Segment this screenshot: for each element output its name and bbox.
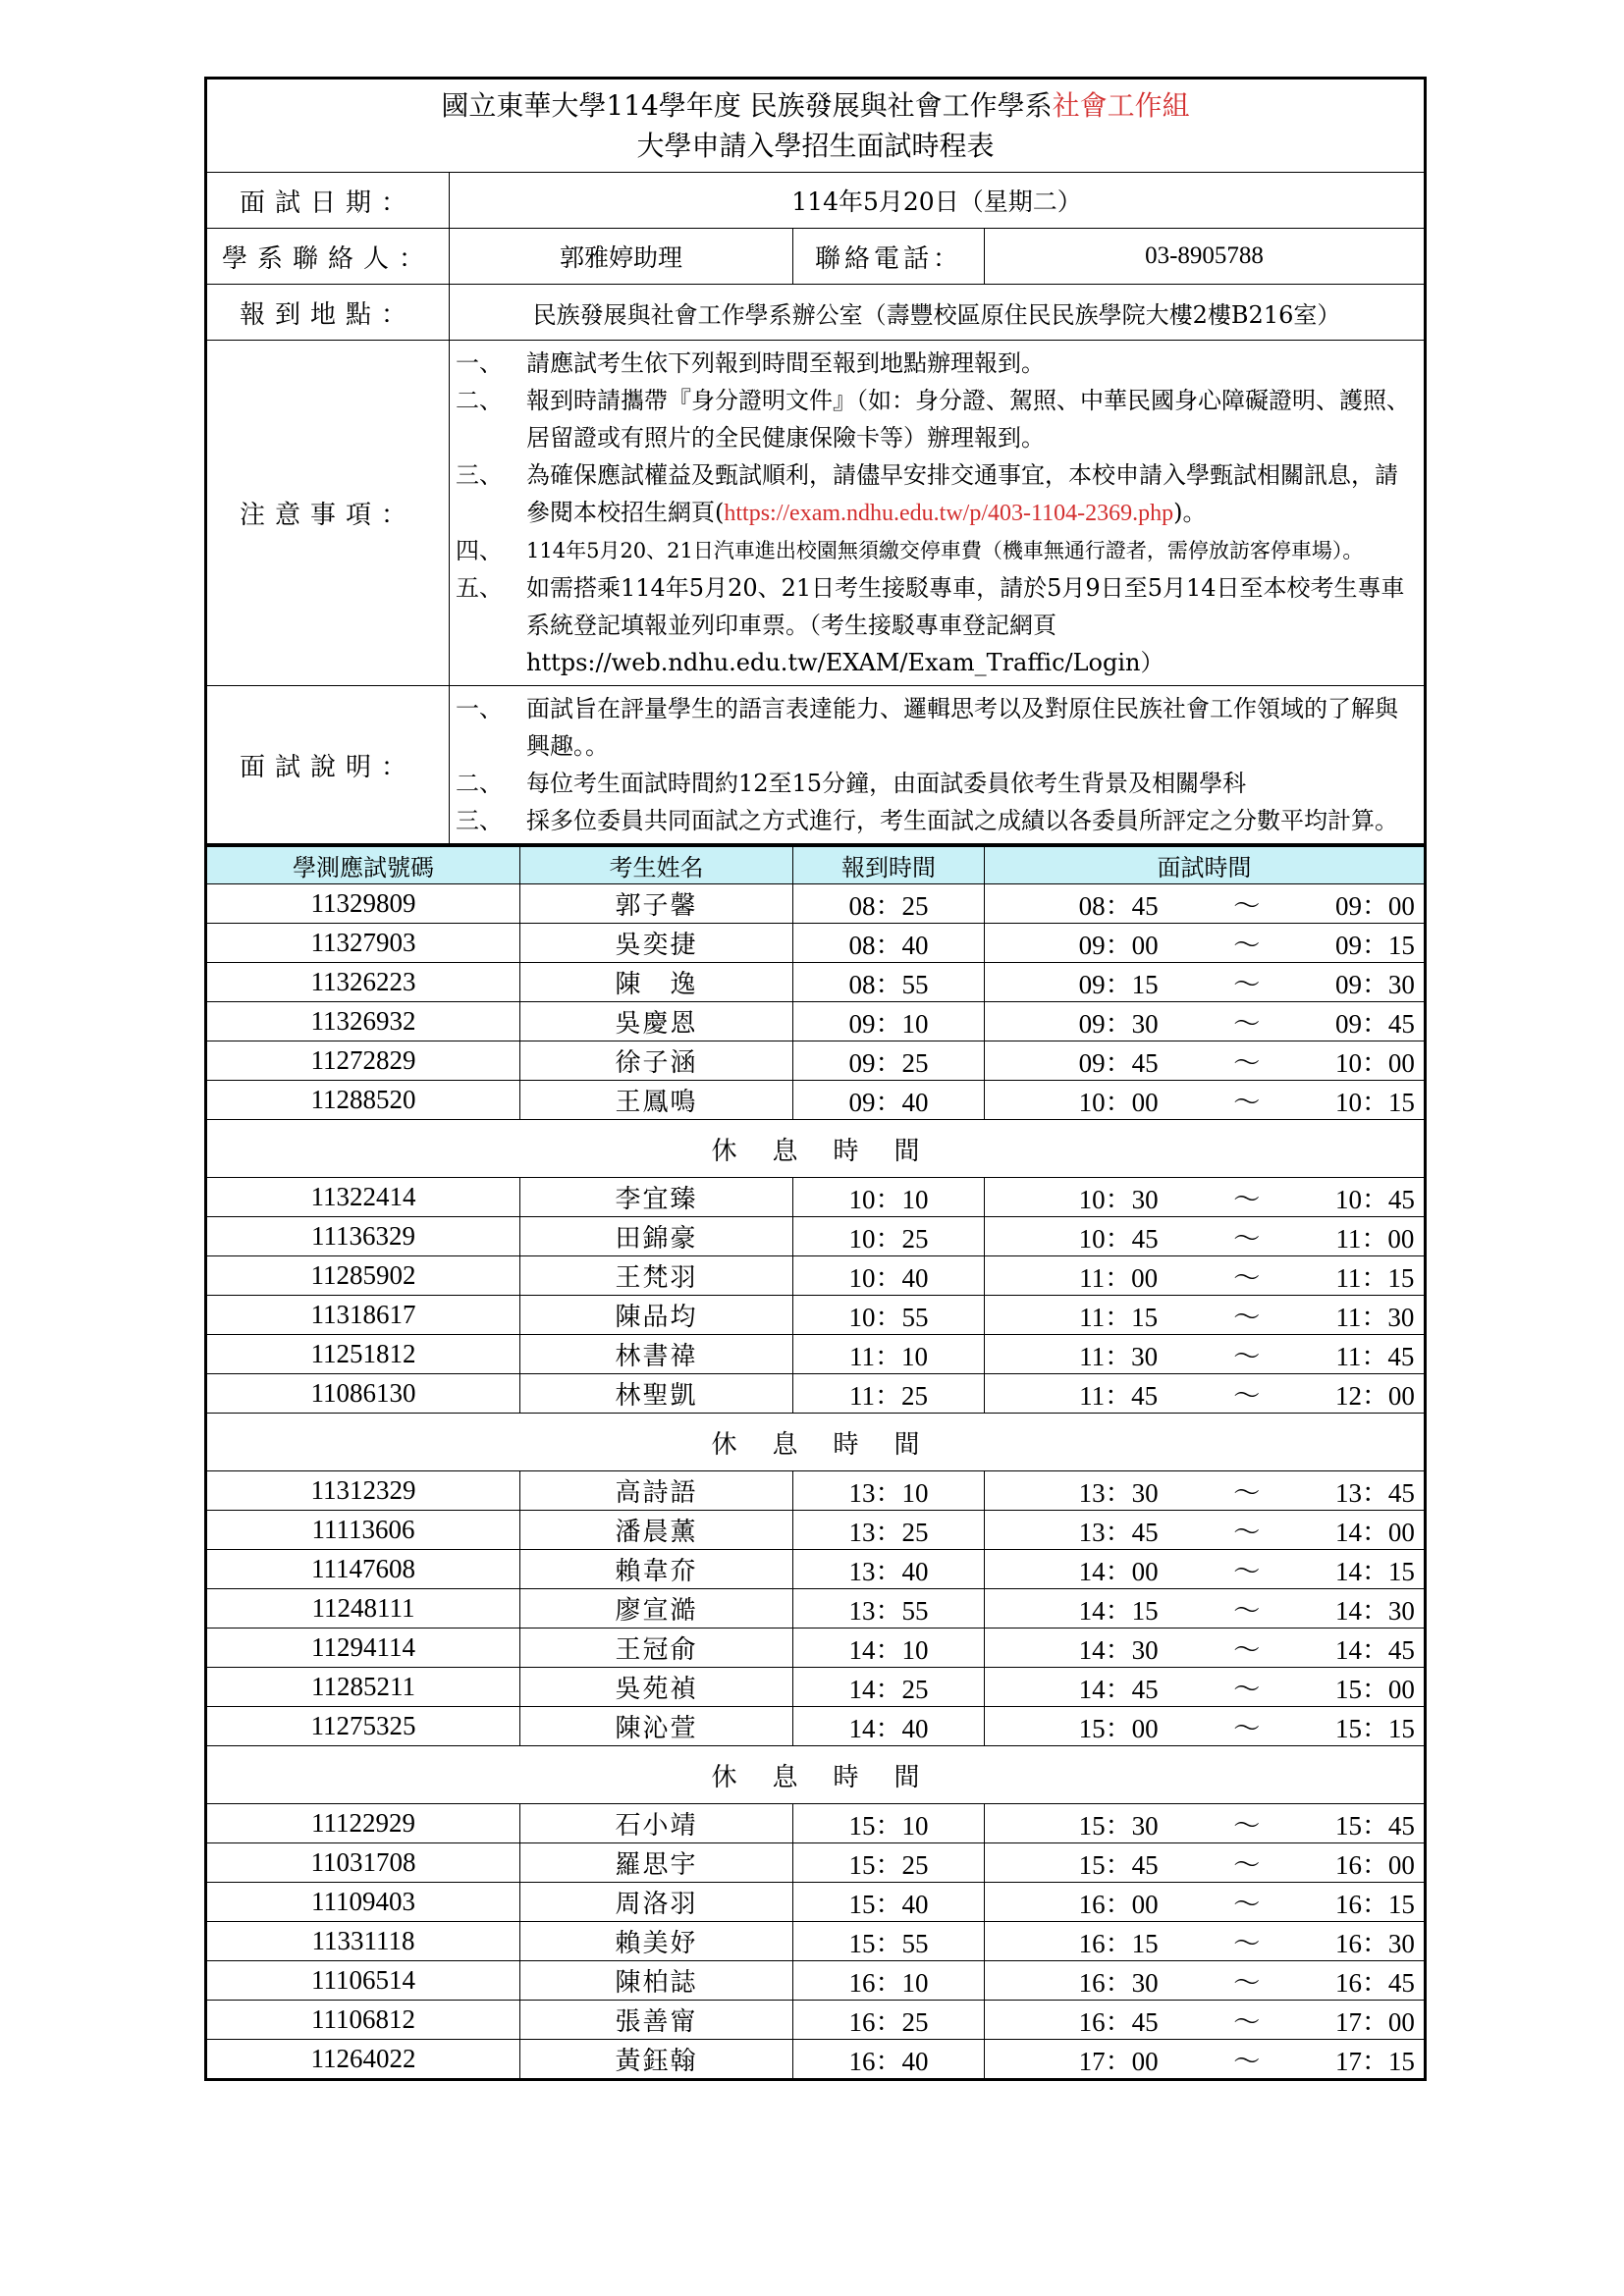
student-name: 羅思宇 [520, 1843, 793, 1883]
checkin-time: 09：40 [793, 1081, 985, 1120]
interview-end: 11：45 [1335, 1342, 1415, 1371]
exam-number: 11312329 [206, 1471, 520, 1511]
student-name: 賴美妤 [520, 1922, 793, 1961]
interview-start: 13：45 [1078, 1518, 1159, 1547]
interview-start: 16：15 [1078, 1929, 1159, 1958]
interview-end: 16：30 [1334, 1929, 1415, 1958]
exam-number: 11147608 [206, 1550, 520, 1589]
student-name: 王梵羽 [520, 1256, 793, 1296]
exam-number: 11285211 [206, 1668, 520, 1707]
break-label: 休息時間 [206, 1414, 1426, 1471]
exam-number: 11248111 [206, 1589, 520, 1629]
interview-time [985, 1883, 1426, 1922]
interview-time [985, 2001, 1426, 2040]
schedule-row [206, 884, 1426, 924]
exam-number: 11122929 [206, 1804, 520, 1843]
tilde-separator: ～ [1233, 1968, 1261, 1998]
location-row [206, 285, 1426, 341]
header-checkin-time: 報到時間 [793, 847, 985, 884]
interview-time [985, 1707, 1426, 1746]
schedule-row [206, 1002, 1426, 1041]
interview-time [985, 1178, 1426, 1217]
checkin-time: 10：40 [793, 1256, 985, 1296]
interview-end: 14：30 [1334, 1596, 1415, 1626]
notes-content [450, 341, 1426, 686]
interview-content [450, 686, 1426, 845]
interview-start: 13：30 [1078, 1478, 1159, 1508]
checkin-time: 09：10 [793, 1002, 985, 1041]
interview-start: 15：00 [1078, 1714, 1159, 1743]
student-name: 廖宣澔 [520, 1589, 793, 1629]
interview-start: 15：30 [1078, 1811, 1159, 1841]
checkin-time: 16：40 [793, 2040, 985, 2080]
document-title [206, 79, 1426, 173]
schedule-row [206, 1550, 1426, 1589]
exam-number: 11106812 [206, 2001, 520, 2040]
interview-note: 一、 面試旨在評量學生的語言表達能力、邏輯思考以及對原住民族社會工作領域的了解與興趣。。 [456, 695, 1398, 760]
schedule-row [206, 1178, 1426, 1217]
break-label: 休息時間 [206, 1746, 1426, 1804]
interview-time [985, 1041, 1426, 1081]
exam-number: 11288520 [206, 1081, 520, 1120]
interview-note: 二、 每位考生面試時間約12至15分鐘，由面試委員依考生背景及相關學科 [456, 770, 1247, 797]
tilde-separator: ～ [1233, 1009, 1261, 1039]
exam-number: 11331118 [206, 1922, 520, 1961]
interview-time [985, 1471, 1426, 1511]
interview-time [985, 924, 1426, 963]
exam-number: 11294114 [206, 1629, 520, 1668]
checkin-time: 08：55 [793, 963, 985, 1002]
student-name: 張善甯 [520, 2001, 793, 2040]
interview-end: 09：15 [1334, 931, 1415, 960]
checkin-time: 08：25 [793, 884, 985, 924]
student-name: 周洛羽 [520, 1883, 793, 1922]
interview-time [985, 1374, 1426, 1414]
interview-end: 10：45 [1334, 1185, 1415, 1214]
tilde-separator: ～ [1233, 1342, 1261, 1371]
interview-start: 11：15 [1079, 1303, 1159, 1332]
break-row [206, 1746, 1426, 1804]
exam-number: 11327903 [206, 924, 520, 963]
schedule-row [206, 1961, 1426, 2001]
schedule-row [206, 1707, 1426, 1746]
interview-end: 10：00 [1334, 1048, 1415, 1078]
interview-time [985, 1961, 1426, 2001]
student-name: 陳柏誌 [520, 1961, 793, 2001]
tilde-separator: ～ [1233, 1088, 1261, 1117]
interview-time [985, 1589, 1426, 1629]
exam-number: 11251812 [206, 1335, 520, 1374]
checkin-time: 14：25 [793, 1668, 985, 1707]
interview-end: 16：15 [1334, 1890, 1415, 1919]
admission-website-link[interactable]: https://exam.ndhu.edu.tw/p/403-1104-2369.php [724, 501, 1174, 526]
interview-end: 17：15 [1334, 2047, 1415, 2076]
interview-start: 14：45 [1078, 1675, 1159, 1704]
interview-start: 10：00 [1078, 1088, 1159, 1117]
schedule-header-row [206, 847, 1426, 884]
note-item: 二、 報到時請攜帶『身分證明文件』（如：身分證、駕照、中華民國身心障礙證明、護照、居留證或有照片的全民健康保險卡等）辦理報到。 [456, 387, 1410, 452]
schedule-row [206, 1335, 1426, 1374]
exam-number: 11322414 [206, 1178, 520, 1217]
interview-time [985, 1668, 1426, 1707]
header-table [204, 77, 1427, 846]
interview-start: 14：15 [1078, 1596, 1159, 1626]
interview-start: 10：30 [1078, 1185, 1159, 1214]
interview-row [206, 686, 1426, 845]
interview-start: 09：45 [1078, 1048, 1159, 1078]
checkin-time: 13：55 [793, 1589, 985, 1629]
interview-end: 15：00 [1334, 1675, 1415, 1704]
student-name: 王冠俞 [520, 1629, 793, 1668]
student-name: 李宜臻 [520, 1178, 793, 1217]
schedule-row [206, 1804, 1426, 1843]
note-item: 四、 114年5月20、21日汽車進出校園無須繳交停車費（機車無通行證者，需停放訪客停車場）。 [456, 537, 1364, 564]
interview-start: 09：15 [1078, 970, 1159, 999]
schedule-row [206, 1511, 1426, 1550]
checkin-time: 10：10 [793, 1178, 985, 1217]
interview-end: 11：30 [1335, 1303, 1415, 1332]
interview-time [985, 1296, 1426, 1335]
student-name: 石小靖 [520, 1804, 793, 1843]
phone-label: 聯絡電話： [793, 229, 985, 285]
checkin-time: 08：40 [793, 924, 985, 963]
header-student-name: 考生姓名 [520, 847, 793, 884]
interview-start: 10：45 [1078, 1224, 1159, 1254]
note-item: 一、 請應試考生依下列報到時間至報到地點辦理報到。 [456, 349, 1045, 377]
checkin-time: 11：25 [793, 1374, 985, 1414]
phone-value: 03-8905788 [985, 229, 1426, 285]
interview-end: 17：00 [1334, 2007, 1415, 2037]
tilde-separator: ～ [1233, 1675, 1261, 1704]
interview-time [985, 2040, 1426, 2080]
student-name: 陳 逸 [520, 963, 793, 1002]
tilde-separator: ～ [1233, 1596, 1261, 1626]
tilde-separator: ～ [1233, 1048, 1261, 1078]
interview-end: 09：00 [1334, 891, 1415, 921]
interview-end: 16：00 [1334, 1850, 1415, 1880]
tilde-separator: ～ [1233, 1478, 1261, 1508]
tilde-separator: ～ [1233, 1635, 1261, 1665]
checkin-time: 15：40 [793, 1883, 985, 1922]
interview-time [985, 1629, 1426, 1668]
date-label: 面試日期： [206, 173, 450, 229]
schedule-row [206, 1589, 1426, 1629]
interview-note: 三、 採多位委員共同面試之方式進行，考生面試之成績以各委員所評定之分數平均計算。 [456, 807, 1398, 834]
student-name: 吳奕捷 [520, 924, 793, 963]
student-name: 林聖凱 [520, 1374, 793, 1414]
schedule-row [206, 1471, 1426, 1511]
interview-time [985, 1922, 1426, 1961]
interview-time [985, 1511, 1426, 1550]
tilde-separator: ～ [1233, 891, 1261, 921]
checkin-time: 10：25 [793, 1217, 985, 1256]
interview-end: 09：45 [1334, 1009, 1415, 1039]
interview-end: 12：00 [1334, 1381, 1415, 1411]
schedule-row [206, 1883, 1426, 1922]
break-row [206, 1414, 1426, 1471]
schedule-row [206, 1081, 1426, 1120]
interview-start: 11：30 [1079, 1342, 1159, 1371]
interview-start: 17：00 [1078, 2047, 1159, 2076]
tilde-separator: ～ [1233, 1557, 1261, 1586]
contact-label: 學系聯絡人： [206, 229, 450, 285]
exam-number: 11272829 [206, 1041, 520, 1081]
checkin-time: 13：25 [793, 1511, 985, 1550]
tilde-separator: ～ [1233, 931, 1261, 960]
note-item: 三、 為確保應試權益及甄試順利，請儘早安排交通事宜，本校申請入學甄試相關訊息，請參閱本校招生網頁(https://exam.ndhu.edu.tw/p/403-1104-2369.php)。 [456, 461, 1398, 526]
schedule-row [206, 1256, 1426, 1296]
exam-number: 11275325 [206, 1707, 520, 1746]
tilde-separator: ～ [1233, 1224, 1261, 1254]
tilde-separator: ～ [1233, 1811, 1261, 1841]
interview-time [985, 1256, 1426, 1296]
tilde-separator: ～ [1233, 1518, 1261, 1547]
tilde-separator: ～ [1233, 970, 1261, 999]
tilde-separator: ～ [1233, 2007, 1261, 2037]
break-label: 休息時間 [206, 1120, 1426, 1178]
checkin-time: 15：10 [793, 1804, 985, 1843]
tilde-separator: ～ [1233, 1185, 1261, 1214]
interview-end: 14：15 [1334, 1557, 1415, 1586]
student-name: 吳慶恩 [520, 1002, 793, 1041]
location-value: 民族發展與社會工作學系辦公室（壽豐校區原住民民族學院大樓2樓B216室） [450, 285, 1426, 341]
exam-number: 11086130 [206, 1374, 520, 1414]
header-interview-time: 面試時間 [985, 847, 1426, 884]
student-name: 郭子馨 [520, 884, 793, 924]
checkin-time: 15：55 [793, 1922, 985, 1961]
student-name: 林書禕 [520, 1335, 793, 1374]
break-row [206, 1120, 1426, 1178]
student-name: 賴韋夼 [520, 1550, 793, 1589]
exam-number: 11106514 [206, 1961, 520, 2001]
tilde-separator: ～ [1233, 1714, 1261, 1743]
exam-number: 11264022 [206, 2040, 520, 2080]
interview-end: 14：45 [1334, 1635, 1415, 1665]
exam-number: 11326932 [206, 1002, 520, 1041]
tilde-separator: ～ [1233, 1381, 1261, 1411]
exam-number: 11031708 [206, 1843, 520, 1883]
interview-start: 11：00 [1079, 1263, 1159, 1293]
student-name: 陳沁萱 [520, 1707, 793, 1746]
interview-time [985, 1081, 1426, 1120]
interview-start: 14：00 [1078, 1557, 1159, 1586]
schedule-row [206, 1041, 1426, 1081]
checkin-time: 14：40 [793, 1707, 985, 1746]
checkin-time: 16：10 [793, 1961, 985, 2001]
interview-start: 09：00 [1078, 931, 1159, 960]
exam-number: 11329809 [206, 884, 520, 924]
interview-end: 15：45 [1334, 1811, 1415, 1841]
checkin-time: 11：10 [793, 1335, 985, 1374]
exam-number: 11136329 [206, 1217, 520, 1256]
notes-label: 注意事項： [206, 341, 450, 686]
schedule-row [206, 924, 1426, 963]
date-value: 114年5月20日（星期二） [450, 173, 1426, 229]
checkin-time: 16：25 [793, 2001, 985, 2040]
schedule-row [206, 2001, 1426, 2040]
interview-label: 面試說明： [206, 686, 450, 845]
schedule-row [206, 1217, 1426, 1256]
tilde-separator: ～ [1233, 2047, 1261, 2076]
checkin-time: 09：25 [793, 1041, 985, 1081]
student-name: 陳品均 [520, 1296, 793, 1335]
interview-end: 15：15 [1334, 1714, 1415, 1743]
tilde-separator: ～ [1233, 1263, 1261, 1293]
interview-time [985, 1843, 1426, 1883]
interview-start: 16：30 [1078, 1968, 1159, 1998]
student-name: 黃鈺翰 [520, 2040, 793, 2080]
schedule-document [204, 77, 1424, 2081]
note-item: 五、 如需搭乘114年5月20、21日考生接駁專車，請於5月9日至5月14日至本校考生專車系統登記填報並列印車票。（考生接駁專車登記網頁https://web.ndhu.edu.tw/EXAM/Exam_Traffic/Login） [456, 574, 1405, 676]
interview-end: 14：00 [1334, 1518, 1415, 1547]
interview-time [985, 884, 1426, 924]
interview-end: 11：00 [1335, 1224, 1415, 1254]
student-name: 徐子涵 [520, 1041, 793, 1081]
schedule-table [204, 846, 1427, 2081]
interview-time [985, 963, 1426, 1002]
date-row [206, 173, 1426, 229]
notes-row [206, 341, 1426, 686]
checkin-time: 10：55 [793, 1296, 985, 1335]
title-row [206, 79, 1426, 173]
tilde-separator: ～ [1233, 1303, 1261, 1332]
interview-time [985, 1335, 1426, 1374]
interview-start: 09：30 [1078, 1009, 1159, 1039]
interview-start: 14：30 [1078, 1635, 1159, 1665]
contact-value: 郭雅婷助理 [450, 229, 793, 285]
student-name: 田錦豪 [520, 1217, 793, 1256]
checkin-time: 14：10 [793, 1629, 985, 1668]
interview-start: 16：00 [1078, 1890, 1159, 1919]
schedule-row [206, 2040, 1426, 2080]
title-line1: 國立東華大學114學年度 民族發展與社會工作學系 [441, 89, 1053, 122]
interview-end: 13：45 [1334, 1478, 1415, 1508]
exam-number: 11113606 [206, 1511, 520, 1550]
student-name: 王鳳鳴 [520, 1081, 793, 1120]
title-group-name: 社會工作組 [1052, 89, 1190, 122]
schedule-row [206, 1374, 1426, 1414]
tilde-separator: ～ [1233, 1850, 1261, 1880]
schedule-row [206, 963, 1426, 1002]
interview-time [985, 1550, 1426, 1589]
exam-number: 11109403 [206, 1883, 520, 1922]
interview-end: 11：15 [1335, 1263, 1415, 1293]
exam-number: 11285902 [206, 1256, 520, 1296]
interview-end: 09：30 [1334, 970, 1415, 999]
interview-time [985, 1804, 1426, 1843]
tilde-separator: ～ [1233, 1929, 1261, 1958]
contact-row [206, 229, 1426, 285]
exam-number: 11318617 [206, 1296, 520, 1335]
interview-end: 10：15 [1334, 1088, 1415, 1117]
interview-end: 16：45 [1334, 1968, 1415, 1998]
interview-time [985, 1217, 1426, 1256]
interview-start: 11：45 [1079, 1381, 1159, 1411]
student-name: 高詩語 [520, 1471, 793, 1511]
student-name: 潘晨薰 [520, 1511, 793, 1550]
checkin-time: 13：10 [793, 1471, 985, 1511]
student-name: 吳苑禎 [520, 1668, 793, 1707]
schedule-row [206, 1629, 1426, 1668]
schedule-row [206, 1843, 1426, 1883]
exam-number: 11326223 [206, 963, 520, 1002]
interview-time [985, 1002, 1426, 1041]
interview-start: 16：45 [1078, 2007, 1159, 2037]
schedule-row [206, 1296, 1426, 1335]
location-label: 報到地點： [206, 285, 450, 341]
title-line2: 大學申請入學招生面試時程表 [636, 130, 995, 162]
header-exam-number: 學測應試號碼 [206, 847, 520, 884]
tilde-separator: ～ [1233, 1890, 1261, 1919]
checkin-time: 15：25 [793, 1843, 985, 1883]
schedule-body [206, 847, 1426, 2080]
schedule-row [206, 1668, 1426, 1707]
interview-start: 15：45 [1078, 1850, 1159, 1880]
interview-start: 08：45 [1078, 891, 1159, 921]
checkin-time: 13：40 [793, 1550, 985, 1589]
schedule-row [206, 1922, 1426, 1961]
